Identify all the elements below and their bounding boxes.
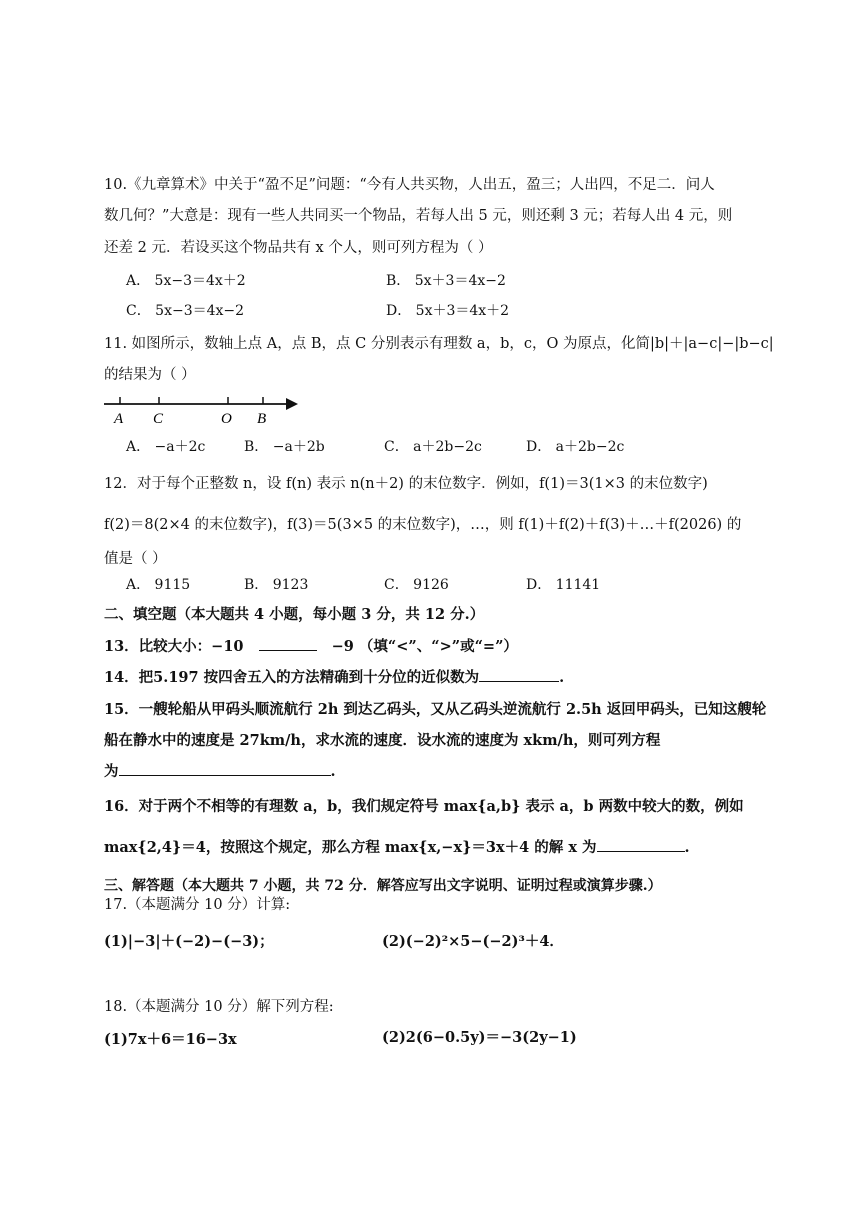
q12-line3: 值是（ ） bbox=[104, 551, 167, 567]
q10-line2: 数几何？”大意是：现有一些人共同买一个物品，若每人出 5 元，则还剩 3 元；若每人出 4 元，则 bbox=[104, 208, 733, 224]
q18-part2: (2)2(6−0.5y)＝−3(2y−1) bbox=[382, 1029, 577, 1046]
point-label-o: O bbox=[221, 411, 232, 427]
q10-option-a: A． 5x−3＝4x＋2 bbox=[126, 273, 246, 289]
q17-part2: (2)(−2)²×5−(−2)³＋4． bbox=[382, 933, 564, 950]
q15-line3-after: . bbox=[330, 763, 336, 780]
section2-heading: 二、填空题（本大题共 4 小题，每小题 3 分，共 12 分.） bbox=[104, 606, 485, 623]
q14-text bbox=[104, 667, 564, 688]
q16-line2-after: . bbox=[684, 839, 690, 856]
q11-option-c: C． a＋2b−2c bbox=[384, 439, 482, 455]
q12-option-a: A． 9115 bbox=[126, 577, 191, 593]
q15-line3-before: 为 bbox=[104, 763, 119, 780]
q15-line3 bbox=[104, 761, 336, 782]
point-label-c: C bbox=[153, 411, 164, 427]
q10-option-c: C． 5x−3＝4x−2 bbox=[126, 303, 245, 319]
q15-line2: 船在静水中的速度是 27km/h，求水流的速度．设水流的速度为 xkm/h，则可列方程 bbox=[104, 732, 661, 749]
q17-part1: (1)|−3|＋(−2)−(−3)； bbox=[104, 933, 274, 950]
section3-heading: 三、解答题（本大题共 7 小题，共 72 分．解答应写出文字说明、证明过程或演算步骤.） bbox=[104, 878, 662, 894]
q16-line2-before: max{2,4}＝4，按照这个规定，那么方程 max{x,−x}＝3x＋4 的解 x 为 bbox=[104, 839, 597, 856]
q10-line1: 10.《九章算术》中关于“盈不足”问题：“今有人共买物，人出五，盈三；人出四，不足二．问人 bbox=[104, 177, 715, 193]
q12-line2: f(2)＝8(2×4 的末位数字)，f(3)＝5(3×5 的末位数字)，…，则 f(1)＋f(2)＋f(3)＋…＋f(2026) 的 bbox=[104, 517, 742, 533]
q12-line1: 12．对于每个正整数 n，设 f(n) 表示 n(n＋2) 的末位数字．例如，f(1)＝3(1×3 的末位数字) bbox=[104, 476, 708, 492]
q11-option-d: D． a＋2b−2c bbox=[526, 439, 625, 455]
q12-option-d: D． 11141 bbox=[526, 577, 601, 593]
q17-title: 17.（本题满分 10 分）计算: bbox=[104, 897, 291, 913]
number-line-arrow bbox=[286, 398, 298, 410]
q16-answer-blank[interactable] bbox=[597, 837, 685, 852]
q12-option-c: C． 9126 bbox=[384, 577, 449, 593]
q11-option-a: A． −a＋2c bbox=[126, 439, 206, 455]
q13-after: −9 （填“<”、“>”或“=”） bbox=[331, 638, 518, 655]
q10-option-b: B． 5x＋3＝4x−2 bbox=[386, 273, 506, 289]
point-label-b: B bbox=[257, 411, 267, 427]
point-label-a: A bbox=[114, 411, 124, 427]
q14-answer-blank[interactable] bbox=[479, 667, 559, 682]
q14-after: . bbox=[559, 669, 565, 686]
q16-line2 bbox=[104, 837, 690, 858]
q18-title: 18.（本题满分 10 分）解下列方程: bbox=[104, 999, 334, 1015]
q10-line3: 还差 2 元．若设买这个物品共有 x 个人，则可列方程为（ ） bbox=[104, 240, 493, 256]
q13-before: 13．比较大小：−10 bbox=[104, 638, 244, 655]
q18-part1: (1)7x＋6＝16−3x bbox=[104, 1031, 237, 1048]
q16-line1: 16．对于两个不相等的有理数 a，b，我们规定符号 max{a,b} 表示 a，b 两数中较大的数，例如 bbox=[104, 798, 744, 815]
q12-option-b: B． 9123 bbox=[244, 577, 309, 593]
q11-line1: 11. 如图所示，数轴上点 A，点 B，点 C 分别表示有理数 a，b，c，O 为原点，化简|b|＋|a−c|−|b−c| bbox=[104, 336, 774, 352]
q14-before: 14．把5.197 按四舍五入的方法精确到十分位的近似数为 bbox=[104, 669, 480, 686]
q13-text bbox=[104, 636, 518, 657]
number-line-figure bbox=[100, 392, 305, 428]
q15-answer-blank[interactable] bbox=[119, 761, 331, 776]
q11-option-b: B． −a＋2b bbox=[244, 439, 325, 455]
q11-line2: 的结果为（ ） bbox=[104, 367, 196, 383]
q15-line1: 15．一艘轮船从甲码头顺流航行 2h 到达乙码头，又从乙码头逆流航行 2.5h 返回甲码头，已知这艘轮 bbox=[104, 701, 767, 718]
q10-option-d: D． 5x＋3＝4x＋2 bbox=[386, 303, 510, 319]
q13-answer-blank[interactable] bbox=[259, 636, 317, 651]
